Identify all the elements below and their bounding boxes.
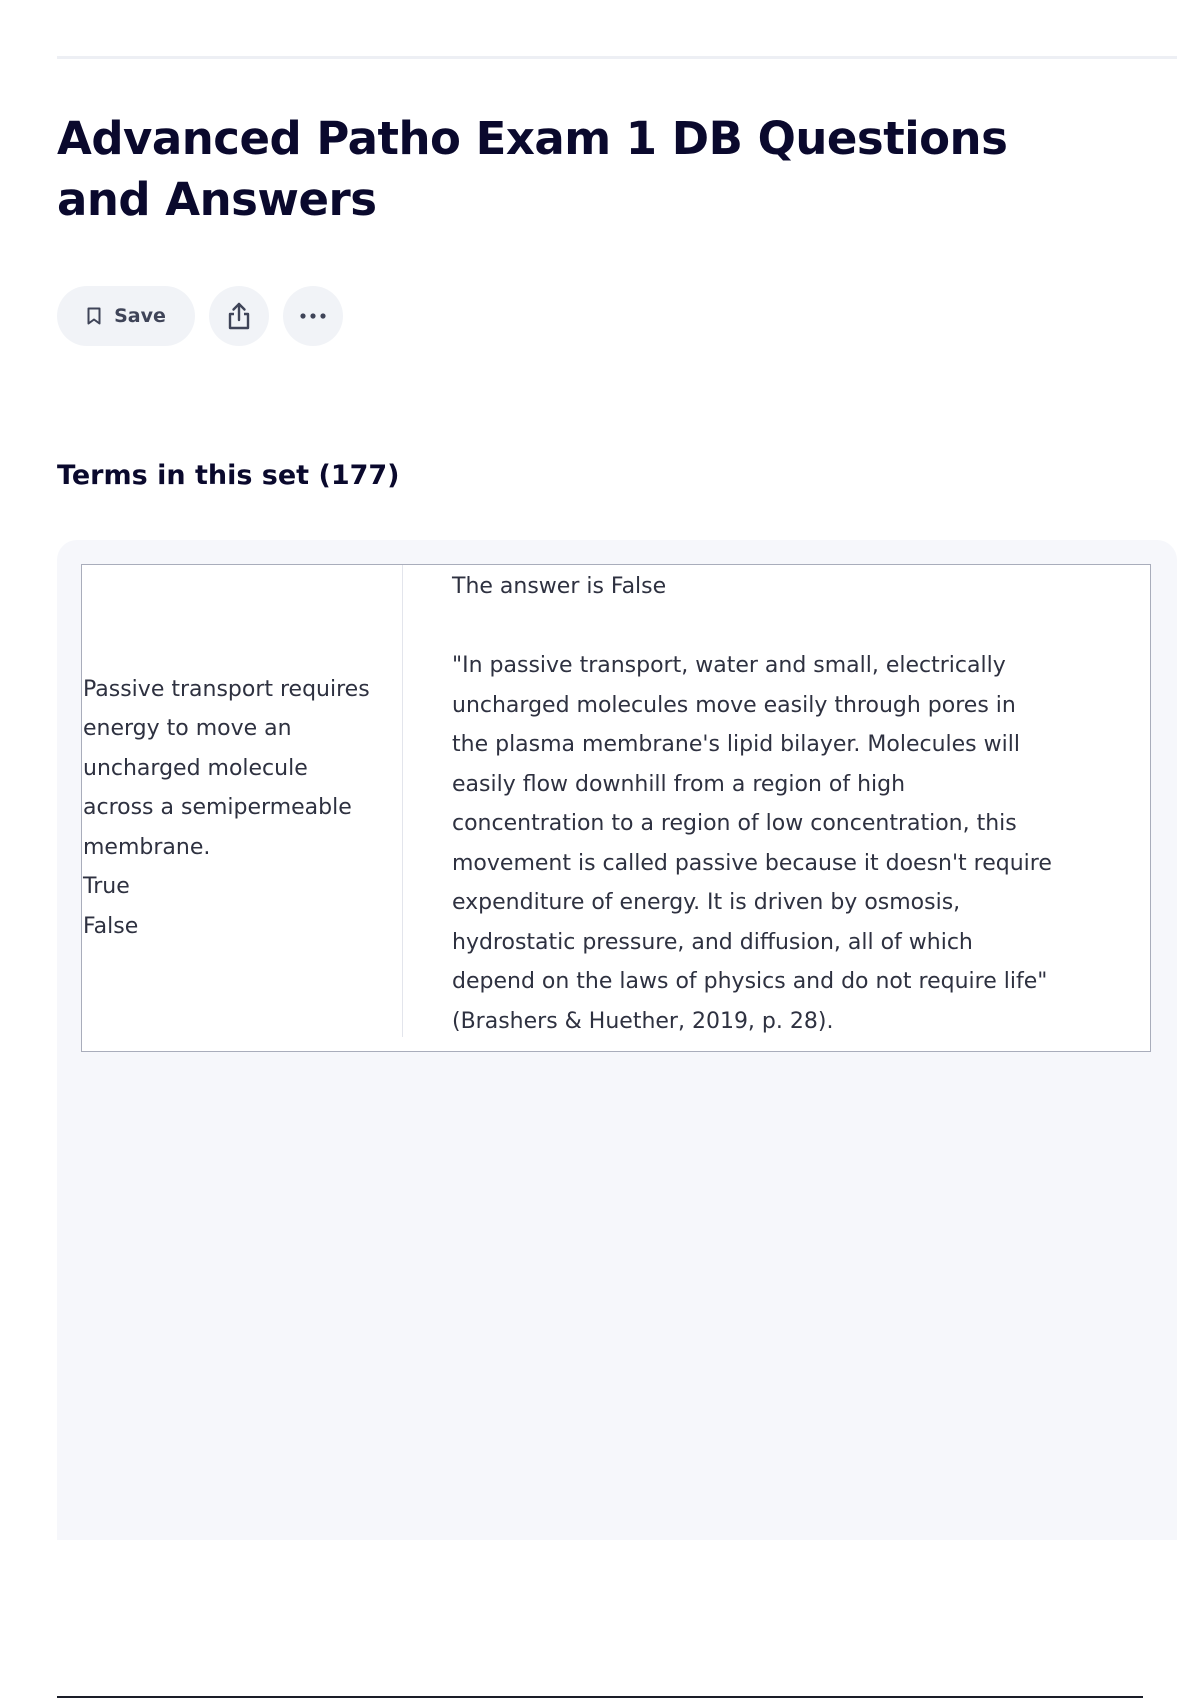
term-option-true: True xyxy=(83,874,130,900)
card-divider xyxy=(402,565,403,1037)
definition-side xyxy=(452,567,1092,1041)
bookmark-icon xyxy=(86,306,102,326)
more-options-button[interactable] xyxy=(283,286,343,346)
term-text xyxy=(83,670,388,947)
definition-line: hydrostatic pressure, and diffusion, all of which xyxy=(452,929,973,955)
term-line: uncharged molecule xyxy=(83,755,308,781)
save-button[interactable] xyxy=(57,286,195,346)
term-line: Passive transport requires xyxy=(83,676,370,702)
terms-panel xyxy=(57,540,1177,1540)
definition-line: expenditure of energy. It is driven by osmosis, xyxy=(452,890,961,915)
term-line: membrane. xyxy=(83,834,211,860)
definition-line: concentration to a region of low concentration, this xyxy=(452,811,1017,836)
definition-line: the plasma membrane's lipid bilayer. Molecules will xyxy=(452,732,1020,757)
definition-line: depend on the laws of physics and do not require life" xyxy=(452,969,1048,994)
definition-line: uncharged molecules move easily through pores in xyxy=(452,692,1016,718)
definition-citation-line: (Brashers & Huether, 2019, p. 28). xyxy=(452,1008,834,1034)
terms-count-heading: Terms in this set (177) xyxy=(57,460,400,491)
share-button[interactable] xyxy=(209,286,269,346)
set-actions-toolbar xyxy=(57,286,343,346)
term-option-false: False xyxy=(83,913,139,939)
definition-line: movement is called passive because it doesn't require xyxy=(452,850,1052,876)
term-line: energy to move an xyxy=(83,716,292,742)
definition-answer-line: The answer is False xyxy=(452,574,667,599)
term-card[interactable] xyxy=(81,564,1151,1052)
bottom-rule xyxy=(57,1696,1143,1698)
term-side xyxy=(82,565,402,1051)
definition-line: easily flow downhill from a region of high xyxy=(452,771,906,797)
term-line: across a semipermeable xyxy=(83,795,352,821)
definition-line: "In passive transport, water and small, electrically xyxy=(452,653,1006,678)
more-options-icon xyxy=(299,312,327,320)
page-title: Advanced Patho Exam 1 DB Questions and Answers xyxy=(57,112,1008,226)
definition-blank-line xyxy=(452,607,1092,647)
definition-text xyxy=(452,567,1092,1041)
share-icon xyxy=(225,301,253,331)
save-button-label: Save xyxy=(114,305,166,327)
top-divider xyxy=(57,56,1177,59)
